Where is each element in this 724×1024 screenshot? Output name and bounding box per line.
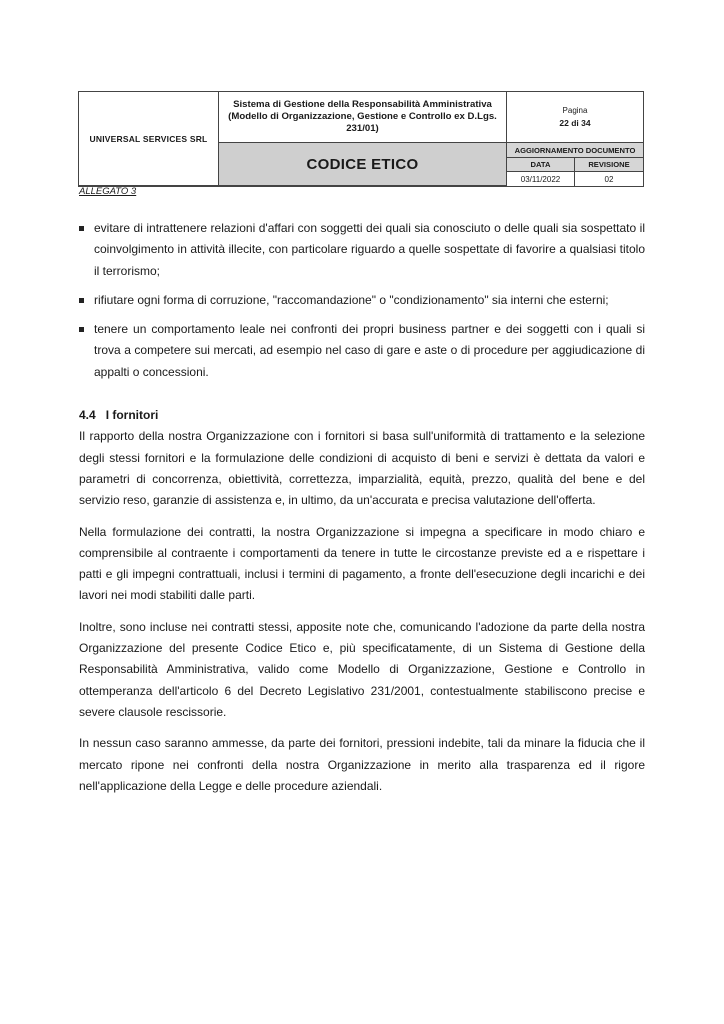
bullet-square-icon bbox=[79, 226, 84, 231]
list-item bbox=[79, 218, 645, 282]
update-title: AGGIORNAMENTO DOCUMENTO bbox=[507, 143, 643, 158]
date-label: DATA bbox=[507, 158, 575, 172]
paragraph: Inoltre, sono incluse nei contratti stessi, apposite note che, comunicando l'adozione da parte della nostra Organizzazione del presente Codice Etico e, più specificatamente, di un Sistema di Gestione della Responsabilità Amministrativa, valido come Modello di Organizzazione, Gestione e Controllo in ottemperanza dell'articolo 6 del Decreto Legislativo 231/2001, contestualmente stabiliscono precise e severe clausole rescissorie. bbox=[79, 619, 645, 719]
paragraph: In nessun caso saranno ammesse, da parte dei fornitori, pressioni indebite, tali da minare la fiducia che il mercato ripone nei confronti della nostra Organizzazione in merito alla trasparenza ed il rigore nell'applicazione della Legge e delle procedure aziendali. bbox=[79, 736, 645, 793]
paragraph: Nella formulazione dei contratti, la nostra Organizzazione si impegna a specificare in modo chiaro e comprensibile al contraente i comportamenti da tenere in tutte le circostanze previste ed a e rispettare i patti e gli impegni contrattuali, inclusi i termini di pagamento, a fronte dell'esecuzione degli incarichi e dei lavori nei modi stabiliti dalle parti. bbox=[79, 524, 645, 603]
bullet-list bbox=[79, 218, 645, 383]
list-item bbox=[79, 319, 645, 383]
paragraph: Il rapporto della nostra Organizzazione con i fornitori si basa sull'uniformità di trattamento e la selezione degli stessi fornitori e la formulazione delle condizioni di acquisto di beni e servizi è dettata da valori e parametri di concorrenza, obiettività, correttezza, imparzialità, equità, prezzo, qualità del bene e del servizio reso, garanzie di assistenza e, in ultimo, da un'accurata e precisa valutazione dell'offerta. bbox=[79, 429, 645, 508]
document-header-table bbox=[78, 91, 644, 187]
revision-value: 02 bbox=[604, 174, 614, 184]
section-number: 4.4 bbox=[79, 408, 96, 423]
section-heading bbox=[79, 405, 645, 426]
attachment-label: ALLEGATO 3 bbox=[79, 186, 137, 197]
bullet-text: tenere un comportamento leale nei confronti dei propri business partner e dei soggetti con i quali si trova a competere sui mercati, ad esempio nel caso di gare e aste o di procedure per aggiudicazione di appalti o concessioni. bbox=[94, 322, 645, 379]
bullet-square-icon bbox=[79, 298, 84, 303]
bullet-text: evitare di intrattenere relazioni d'affari con soggetti dei quali sia conosciuto o delle quali sia sospettato il coinvolgimento in attività illecite, con particolare riguardo a quelle sospettate di favorire a qualsiasi titolo il terrorismo; bbox=[94, 221, 645, 278]
page-number: 22 di 34 bbox=[559, 118, 591, 128]
revision-label: REVISIONE bbox=[575, 158, 643, 172]
bullet-square-icon bbox=[79, 327, 84, 332]
document-title: CODICE ETICO bbox=[219, 143, 507, 186]
date-value: 03/11/2022 bbox=[507, 172, 575, 186]
document-update-block bbox=[507, 143, 643, 186]
document-body bbox=[79, 218, 645, 807]
bullet-text: rifiutare ogni forma di corruzione, "raccomandazione" o "condizionamento" sia interni che esterni; bbox=[94, 292, 609, 307]
page-label: Pagina bbox=[562, 106, 588, 115]
company-name: UNIVERSAL SERVICES SRL bbox=[79, 92, 219, 186]
system-title: Sistema di Gestione della Responsabilità Amministrativa (Modello di Organizzazione, Gestione e Controllo ex D.Lgs. 231/01) bbox=[219, 92, 507, 143]
section-title: I fornitori bbox=[105, 408, 159, 423]
list-item bbox=[79, 290, 645, 311]
page-info bbox=[507, 92, 643, 143]
